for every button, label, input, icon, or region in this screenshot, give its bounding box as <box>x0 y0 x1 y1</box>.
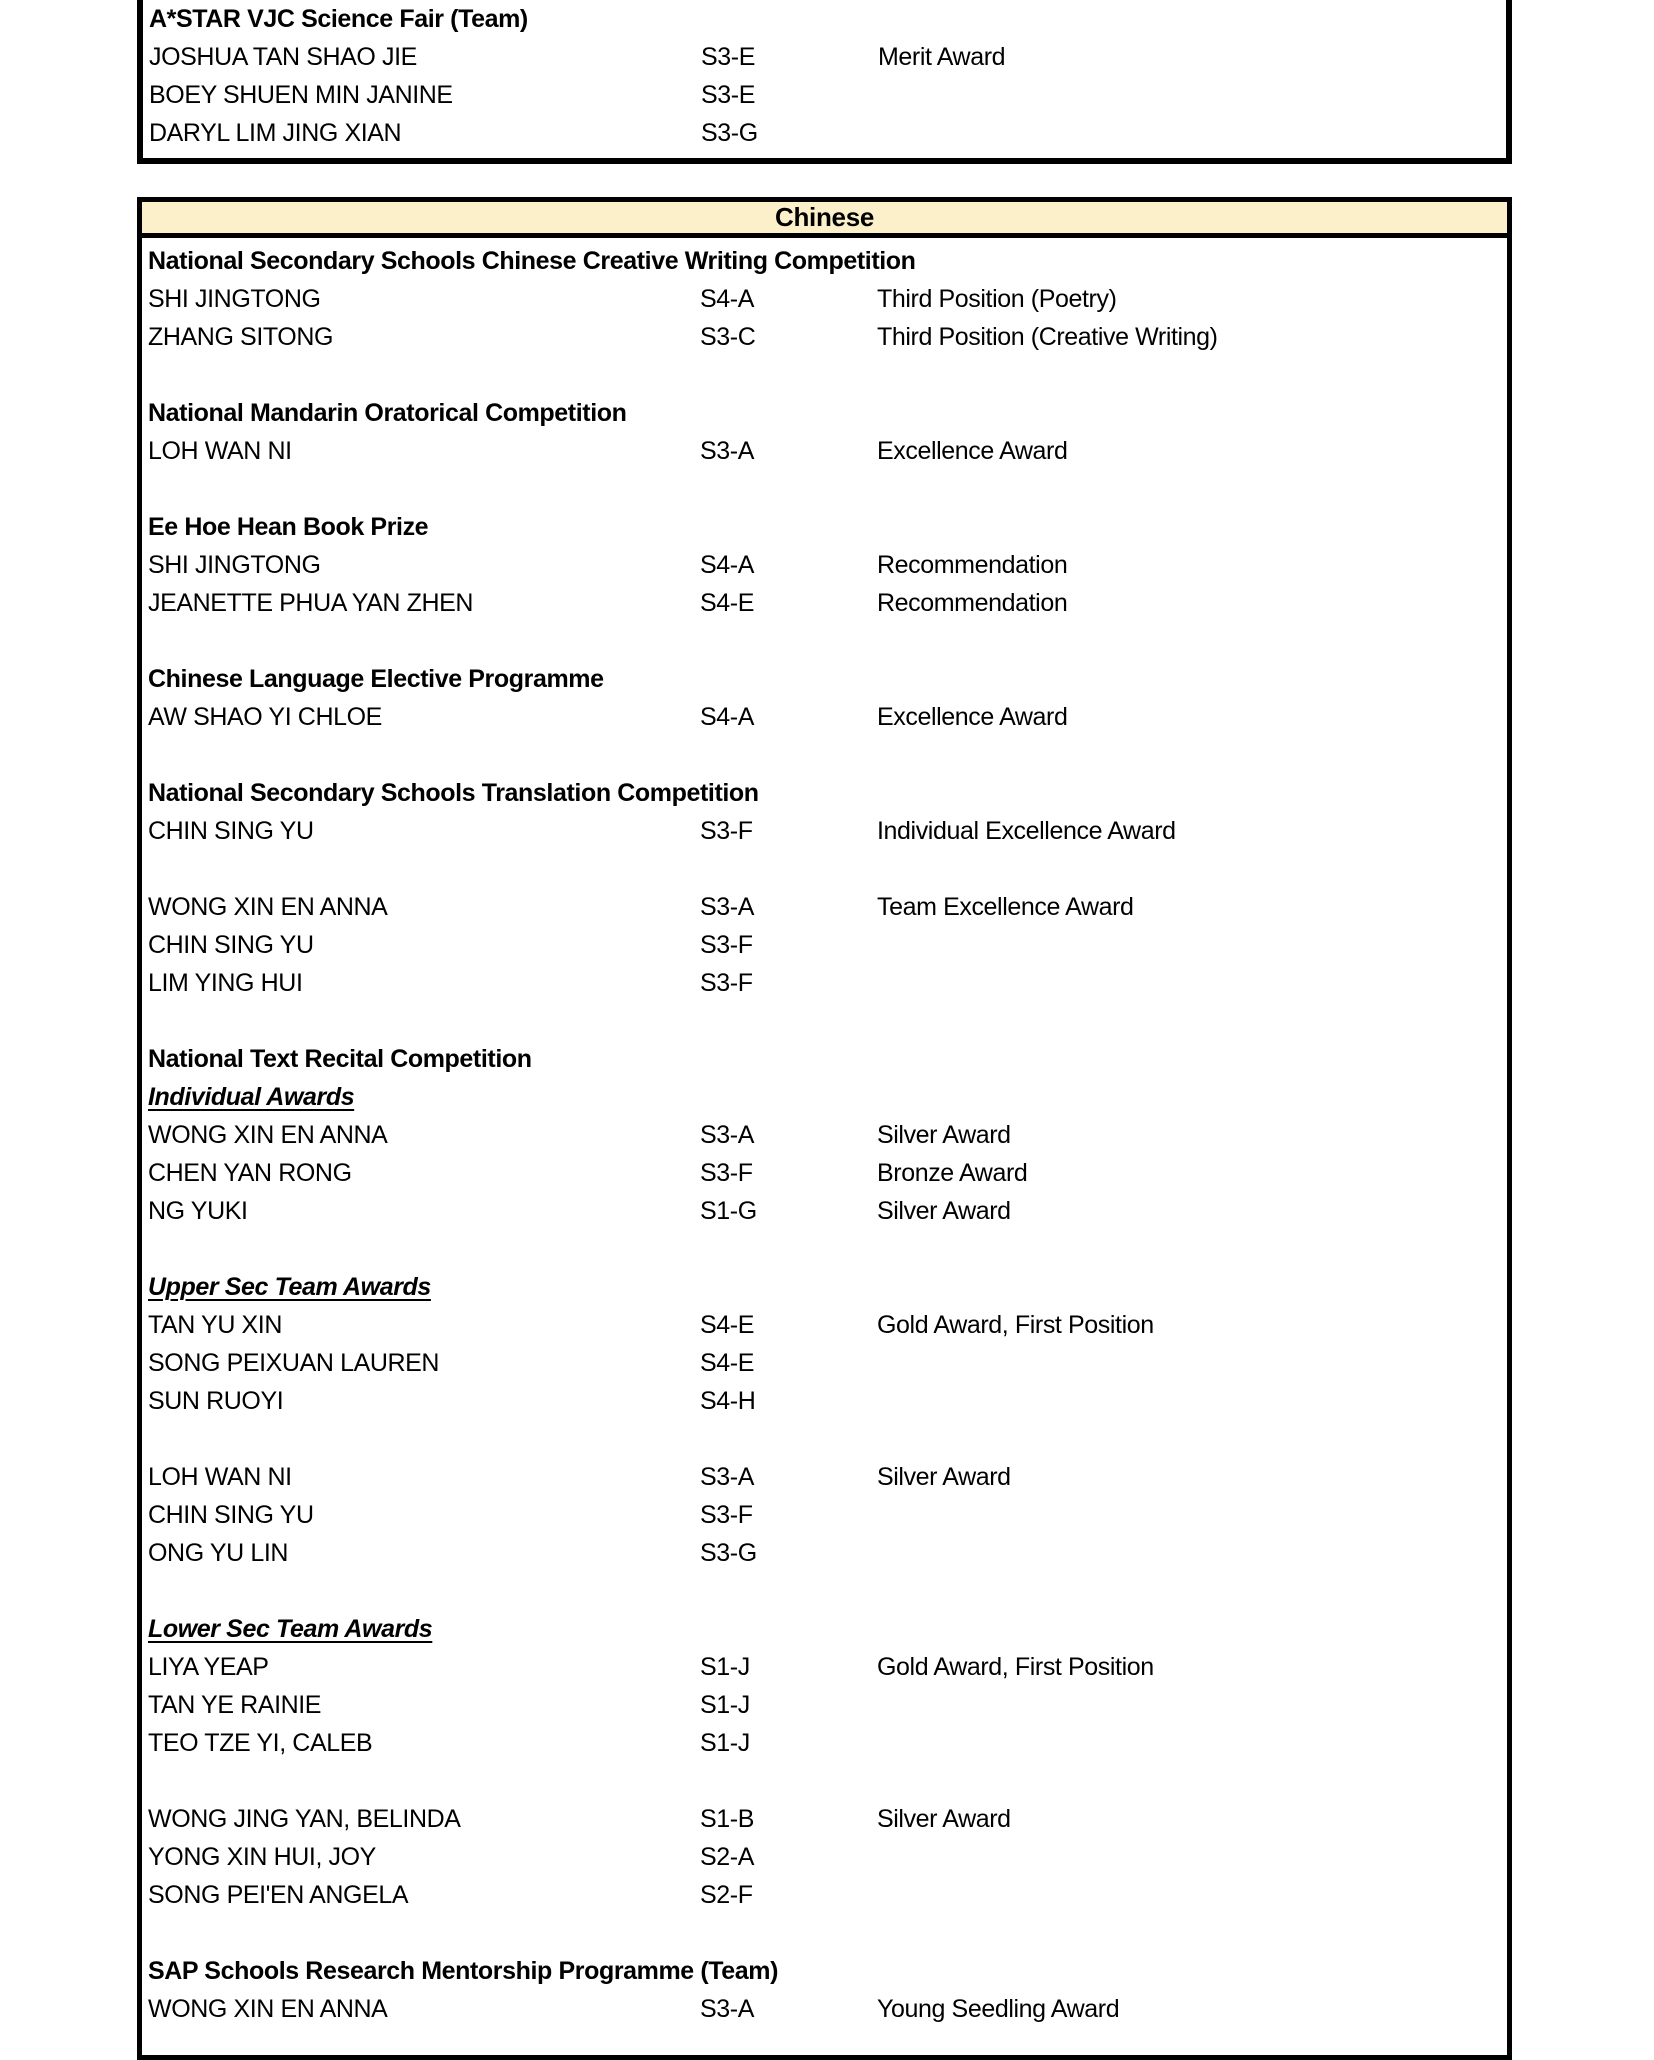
blank-row <box>142 470 1507 508</box>
class-code: S1-J <box>700 1691 750 1719</box>
award-name: Recommendation <box>877 551 1068 579</box>
award-entry-row <box>142 1686 1507 1724</box>
section-title-bar <box>142 202 1507 238</box>
class-code: S3-F <box>700 969 753 997</box>
class-code: S4-A <box>700 285 754 313</box>
award-category-row <box>142 1610 1507 1648</box>
student-name: SONG PEIXUAN LAUREN <box>148 1349 440 1377</box>
class-code: S1-J <box>700 1729 750 1757</box>
class-code: S1-B <box>700 1805 754 1833</box>
chinese-table-rows <box>142 238 1507 2028</box>
competition-title: National Secondary Schools Translation Competition <box>148 779 759 807</box>
blank-row <box>142 1914 1507 1952</box>
student-name: SUN RUOYI <box>148 1387 284 1415</box>
award-name: Bronze Award <box>877 1159 1028 1187</box>
award-name: Excellence Award <box>877 703 1068 731</box>
blank-row <box>142 356 1507 394</box>
award-name: Individual Excellence Award <box>877 817 1176 845</box>
student-name: JEANETTE PHUA YAN ZHEN <box>148 589 474 617</box>
award-entry-row <box>142 1344 1507 1382</box>
award-name <box>877 1876 1507 1914</box>
award-name <box>877 1724 1507 1762</box>
blank-row <box>142 1762 1507 1800</box>
award-name: Third Position (Creative Writing) <box>877 323 1218 351</box>
class-code: S1-J <box>700 1653 750 1681</box>
award-name <box>878 114 1506 152</box>
competition-title-row <box>143 0 1506 38</box>
class-code: S3-F <box>700 817 753 845</box>
award-name <box>877 1534 1507 1572</box>
award-entry-row <box>142 280 1507 318</box>
student-name: SHI JINGTONG <box>148 285 321 313</box>
award-name <box>877 926 1507 964</box>
award-name: Silver Award <box>877 1121 1011 1149</box>
award-entry-row <box>142 584 1507 622</box>
award-name: Gold Award, First Position <box>877 1653 1154 1681</box>
award-entry-row <box>142 1534 1507 1572</box>
award-name: Gold Award, First Position <box>877 1311 1154 1339</box>
competition-title-row <box>142 774 1507 812</box>
award-entry-row <box>142 1648 1507 1686</box>
award-entry-row <box>142 1496 1507 1534</box>
award-entry-row <box>142 318 1507 356</box>
blank-row <box>142 1420 1507 1458</box>
award-name <box>877 1496 1507 1534</box>
class-code: S3-E <box>701 81 755 109</box>
class-code: S4-A <box>700 703 754 731</box>
award-category-row <box>142 1078 1507 1116</box>
award-entry-row <box>142 1116 1507 1154</box>
student-name: LOH WAN NI <box>148 1463 292 1491</box>
student-name: SHI JINGTONG <box>148 551 321 579</box>
student-name: LOH WAN NI <box>148 437 292 465</box>
award-entry-row <box>142 1382 1507 1420</box>
award-category-title: Lower Sec Team Awards <box>148 1615 433 1643</box>
class-code: S4-E <box>700 1349 754 1377</box>
student-name: DARYL LIM JING XIAN <box>149 119 402 147</box>
award-name: Young Seedling Award <box>877 1995 1120 2023</box>
student-name: WONG JING YAN, BELINDA <box>148 1805 461 1833</box>
award-name: Silver Award <box>877 1463 1011 1491</box>
award-entry-row <box>142 1724 1507 1762</box>
student-name: CHEN YAN RONG <box>148 1159 352 1187</box>
award-entry-row <box>142 1458 1507 1496</box>
student-name: WONG XIN EN ANNA <box>148 1995 388 2023</box>
student-name: WONG XIN EN ANNA <box>148 893 388 921</box>
award-name <box>877 1838 1507 1876</box>
student-name: AW SHAO YI CHLOE <box>148 703 382 731</box>
award-name <box>877 1686 1507 1724</box>
award-category-title: Upper Sec Team Awards <box>148 1273 431 1301</box>
class-code: S3-G <box>700 1539 757 1567</box>
student-name: SONG PEI'EN ANGELA <box>148 1881 409 1909</box>
blank-row <box>142 622 1507 660</box>
award-entry-row <box>142 1192 1507 1230</box>
class-code: S3-F <box>700 1501 753 1529</box>
class-code: S1-G <box>700 1197 757 1225</box>
award-entry-row <box>142 1838 1507 1876</box>
award-entry-row <box>143 38 1506 76</box>
class-code: S3-F <box>700 931 753 959</box>
class-code: S3-A <box>700 1995 754 2023</box>
award-name: Third Position (Poetry) <box>877 285 1117 313</box>
award-entry-row <box>143 114 1506 152</box>
student-name: ZHANG SITONG <box>148 323 334 351</box>
blank-row <box>142 850 1507 888</box>
student-name: ONG YU LIN <box>148 1539 289 1567</box>
student-name: CHIN SING YU <box>148 817 314 845</box>
blank-row <box>142 1572 1507 1610</box>
student-name: LIM YING HUI <box>148 969 303 997</box>
competition-title: National Mandarin Oratorical Competition <box>148 399 627 427</box>
award-entry-row <box>142 1990 1507 2028</box>
competition-title: National Text Recital Competition <box>148 1045 532 1073</box>
competition-title-row <box>142 508 1507 546</box>
class-code: S3-A <box>700 1121 754 1149</box>
competition-title: SAP Schools Research Mentorship Programme (Team) <box>148 1957 779 1985</box>
award-entry-row <box>143 76 1506 114</box>
science-fair-awards-table <box>137 0 1512 164</box>
student-name: JOSHUA TAN SHAO JIE <box>149 43 417 71</box>
award-name: Silver Award <box>877 1197 1011 1225</box>
competition-title-row <box>142 660 1507 698</box>
award-entry-row <box>142 698 1507 736</box>
award-name <box>878 76 1506 114</box>
blank-row <box>142 736 1507 774</box>
section-title: Chinese <box>774 202 875 232</box>
competition-title-row <box>142 1040 1507 1078</box>
award-entry-row <box>142 1876 1507 1914</box>
award-entry-row <box>142 1800 1507 1838</box>
award-entry-row <box>142 926 1507 964</box>
award-name: Silver Award <box>877 1805 1011 1833</box>
award-entry-row <box>142 888 1507 926</box>
competition-title-row <box>142 242 1507 280</box>
competition-title: Chinese Language Elective Programme <box>148 665 604 693</box>
class-code: S4-H <box>700 1387 756 1415</box>
class-code: S4-E <box>700 1311 754 1339</box>
competition-title-row <box>142 394 1507 432</box>
award-category-row <box>142 1268 1507 1306</box>
award-entry-row <box>142 1306 1507 1344</box>
blank-row <box>142 1002 1507 1040</box>
award-name <box>877 964 1507 1002</box>
class-code: S3-G <box>701 119 758 147</box>
class-code: S3-E <box>701 43 755 71</box>
award-entry-row <box>142 546 1507 584</box>
award-name: Merit Award <box>878 43 1006 71</box>
competition-title-row <box>142 1952 1507 1990</box>
student-name: BOEY SHUEN MIN JANINE <box>149 81 453 109</box>
student-name: CHIN SING YU <box>148 931 314 959</box>
student-name: WONG XIN EN ANNA <box>148 1121 388 1149</box>
award-name <box>877 1382 1507 1420</box>
class-code: S3-F <box>700 1159 753 1187</box>
award-entry-row <box>142 964 1507 1002</box>
student-name: LIYA YEAP <box>148 1653 269 1681</box>
student-name: TEO TZE YI, CALEB <box>148 1729 373 1757</box>
class-code: S3-C <box>700 323 756 351</box>
top-table-rows <box>143 0 1506 152</box>
class-code: S2-F <box>700 1881 753 1909</box>
student-name: NG YUKI <box>148 1197 248 1225</box>
award-name: Excellence Award <box>877 437 1068 465</box>
competition-title: National Secondary Schools Chinese Creative Writing Competition <box>148 247 916 275</box>
competition-title: Ee Hoe Hean Book Prize <box>148 513 429 541</box>
class-code: S2-A <box>700 1843 754 1871</box>
award-name <box>877 1344 1507 1382</box>
award-name: Recommendation <box>877 589 1068 617</box>
blank-row <box>142 1230 1507 1268</box>
chinese-awards-table <box>137 197 1512 2060</box>
student-name: TAN YU XIN <box>148 1311 282 1339</box>
class-code: S3-A <box>700 893 754 921</box>
class-code: S3-A <box>700 437 754 465</box>
award-entry-row <box>142 812 1507 850</box>
student-name: TAN YE RAINIE <box>148 1691 322 1719</box>
class-code: S3-A <box>700 1463 754 1491</box>
award-entry-row <box>142 432 1507 470</box>
student-name: YONG XIN HUI, JOY <box>148 1843 376 1871</box>
competition-title: A*STAR VJC Science Fair (Team) <box>149 5 528 33</box>
student-name: CHIN SING YU <box>148 1501 314 1529</box>
award-category-title: Individual Awards <box>148 1083 355 1111</box>
award-entry-row <box>142 1154 1507 1192</box>
class-code: S4-A <box>700 551 754 579</box>
class-code: S4-E <box>700 589 754 617</box>
award-name: Team Excellence Award <box>877 893 1134 921</box>
